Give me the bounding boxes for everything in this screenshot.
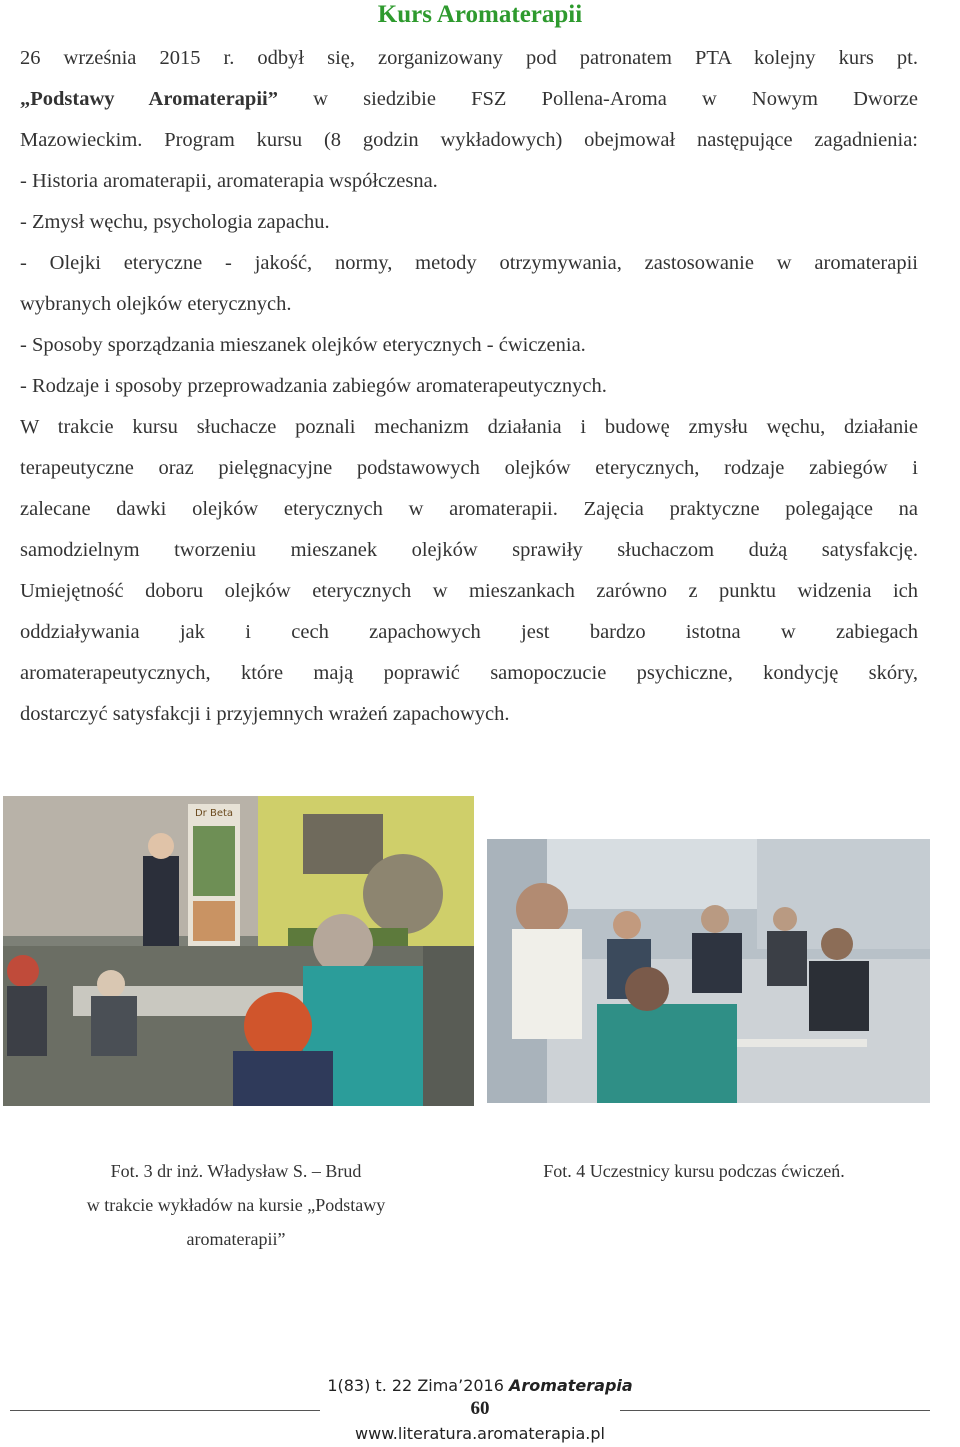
photo-caption-4 [494,1154,894,1188]
list-item-cont: wybranych olejków eterycznych. [20,293,292,315]
article-line: Umiejętność doboru olejków eterycznych w mieszankach zarówno z punktu widzenia ich [20,580,918,602]
participants-photo-illustration [487,839,930,1103]
article-line: dostarczyć satysfakcji i przyjemnych wrażeń zapachowych. [20,703,510,725]
article-body [20,38,918,735]
course-name: „Podstawy Aromaterapii” [20,88,278,110]
lecture-photo [3,796,474,1106]
article-line-rest: w siedzibie FSZ Pollena-Aroma w Nowym Dworze [277,88,918,110]
article-line: terapeutyczne oraz pielęgnacyjne podstawowych olejków eterycznych, rodzaje zabiegów i [20,457,918,479]
article-line [20,79,918,120]
footer-url: www.literatura.aromaterapia.pl [355,1424,605,1443]
page-title: Kurs Aromaterapii [377,1,583,28]
issue-number: 1(83) t. 22 Zima’2016 [327,1376,504,1395]
lecture-photo-illustration [3,796,474,1106]
list-item: - Zmysł węchu, psychologia zapachu. [20,211,330,233]
article-line: samodzielnym tworzeniu mieszanek olejków sprawiły słuchaczom dużą satysfakcję. [20,539,918,561]
photo-caption-3 [40,1154,432,1256]
page-number: 60 [470,1398,490,1419]
magazine-logo: Aromaterapia [509,1376,633,1395]
caption-line: Fot. 3 dr inż. Władysław S. – Brud [110,1161,362,1181]
list-item: - Sposoby sporządzania mieszanek olejków eterycznych - ćwiczenia. [20,334,586,356]
article-line: aromaterapeutycznych, które mają poprawić samopoczucie psychiczne, kondycję skóry, [20,662,918,684]
list-item: - Olejki eteryczne - jakość, normy, metody otrzymywania, zastosowanie w aromaterapii [20,252,918,274]
article-line: W trakcie kursu słuchacze poznali mechanizm działania i budowę zmysłu węchu, działanie [20,416,918,438]
article-line: Mazowieckim. Program kursu (8 godzin wykładowych) obejmował następujące zagadnienia: [20,129,918,151]
article-line: zalecane dawki olejków eterycznych w aromaterapii. Zajęcia praktyczne polegające na [20,498,918,520]
list-item: - Historia aromaterapii, aromaterapia współczesna. [20,170,438,192]
footer-issue [0,1376,960,1395]
caption-line: aromaterapii” [186,1229,286,1249]
participants-photo [487,839,930,1103]
article-line: 26 września 2015 r. odbył się, zorganizowany pod patronatem PTA kolejny kurs pt. [20,47,918,69]
caption-line: Fot. 4 Uczestnicy kursu podczas ćwiczeń. [543,1161,845,1181]
article-line: oddziaływania jak i cech zapachowych jest bardzo istotna w zabiegach [20,621,918,643]
rollup-banner-brand: Dr Beta [194,808,234,819]
caption-line: w trakcie wykładów na kursie „Podstawy [86,1195,386,1215]
list-item: - Rodzaje i sposoby przeprowadzania zabiegów aromaterapeutycznych. [20,375,607,397]
